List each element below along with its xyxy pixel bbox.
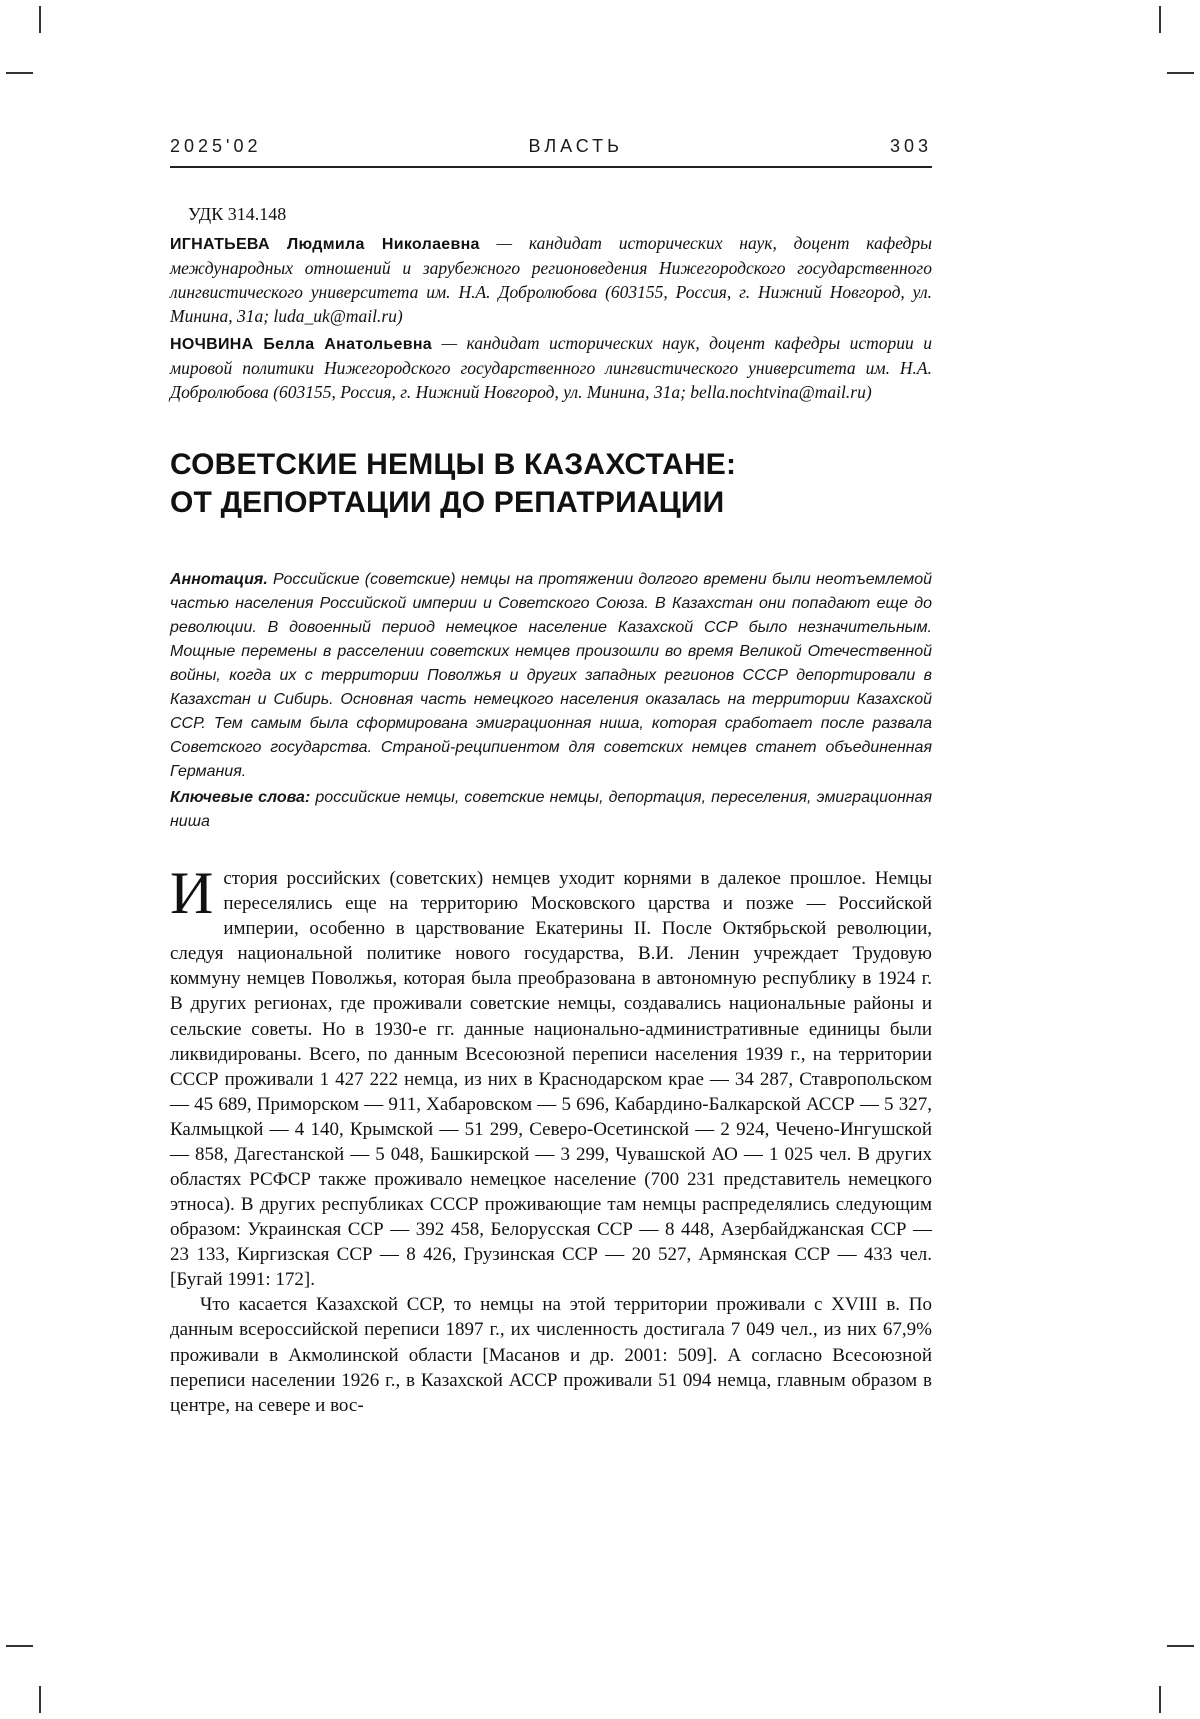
drop-cap: И	[170, 860, 214, 927]
body-paragraph-1	[170, 860, 932, 1292]
author-bio-1: — кандидат исторических наук, доцент кафедры международных отношений и зарубежного регионоведения Нижегородского государственного лингвистического университета им. Н.А. Добролюбова (603155, Россия, г. Нижний Новгород, ул. Минина, 31а; luda_uk@mail.ru)	[170, 233, 932, 327]
abstract-label: Аннотация.	[170, 571, 268, 589]
abstract-text: Российские (советские) немцы на протяжении долгого времени были неотъемлемой частью населения Российской империи и Советского Союза. В Казахстан они попадают еще до революции. В довоенный период немецкое население Казахской ССР было незначительным. Мощные перемены в расселении советских немцев произошли во время Великой Отечественной войны, когда их с территории Поволжья и других западных регионов СССР депортировали в Казахстан и Сибирь. Основная часть немецкого населения оказалась на территории Казахской ССР. Тем самым была сформирована эмиграционная ниша, которая сработает после развала Советского государства. Страной-реципиентом для советских немцев станет объединенная Германия.	[170, 571, 932, 781]
keywords-text: российские немцы, советские немцы, депортация, переселения, эмиграционная ниша	[170, 789, 932, 831]
abstract	[170, 568, 932, 784]
author-name-1: ИГНАТЬЕВА Людмила Николаевна	[170, 236, 480, 253]
crop-mark	[39, 6, 41, 33]
issue-number: 2025'02	[170, 136, 262, 156]
keywords	[170, 786, 932, 834]
author-bio-2: — кандидат исторических наук, доцент кафедры истории и мировой политики Нижегородского государственного лингвистического университета им. Н.А. Добролюбова (603155, Россия, г. Нижний Новгород, ул. Минина, 31а; bella.nochtvina@mail.ru)	[170, 332, 932, 402]
page-number: 303	[889, 136, 932, 156]
keywords-label: Ключевые слова:	[170, 789, 311, 807]
udk-code: УДК 314.148	[188, 204, 287, 224]
author-block-2	[170, 331, 932, 404]
page-content	[170, 136, 932, 1418]
article-title	[170, 446, 932, 522]
body-paragraph-2: Что касается Казахской ССР, то немцы на этой территории проживали с XVIII в. По данным всероссийской переписи 1897 г., их численность достигала 7 049 чел., из них 67,9% проживали в Акмолинской области [Масанов и др. 2001: 509]. А согласно Всесоюзной переписи населении 1926 г., в Казахской АССР проживали 51 094 немца, главным образом в центре, на севере и вос-	[170, 1294, 932, 1416]
article-body	[170, 860, 932, 1418]
author-name-2: НОЧВИНА Белла Анатольевна	[170, 335, 432, 353]
crop-mark	[6, 72, 33, 74]
crop-mark	[1167, 72, 1194, 74]
crop-mark	[1167, 1645, 1194, 1647]
author-block-1	[170, 231, 932, 329]
crop-mark	[1159, 6, 1161, 33]
journal-title: ВЛАСТЬ	[528, 136, 623, 156]
crop-mark	[6, 1645, 33, 1647]
article-title-line-1: СОВЕТСКИЕ НЕМЦЫ В КАЗАХСТАНЕ:	[170, 447, 737, 481]
crop-mark	[1159, 1686, 1161, 1713]
article-title-line-2: ОТ ДЕПОРТАЦИИ ДО РЕПАТРИАЦИИ	[170, 485, 725, 519]
body-paragraph-1-text: стория российских (советских) немцев уходит корнями в далекое прошлое. Немцы переселялись еще на территорию Московского царства и позже — Российской империи, особенно в царствование Екатерины II. После Октябрьской революции, следуя национальной политике нового государства, В.И. Ленин учреждает Трудовую коммуну немцев Поволжья, которая была преобразована в автономную республику в 1924 г. В других регионах, где проживали советские немцы, создавались национальные районы и сельские советы. Но в 1930-е гг. данные национально-административные единицы были ликвидированы. Всего, по данным Всесоюзной переписи населения 1939 г., на территории СССР проживали 1 427 222 немца, из них в Краснодарском крае — 34 287, Ставропольском — 45 689, Приморском — 911, Хабаровском — 5 696, Кабардино-Балкарской АССР — 5 327, Калмыцкой — 4 140, Крымской — 51 299, Северо-Осетинской — 2 924, Чечено-Ингушской — 858, Дагестанской — 5 048, Башкирской — 3 299, Чувашской АО — 1 025 чел. В других областях РСФСР также проживало немецкое население (700 231 представитель немецкого этноса). В других республиках СССР проживающие там немцы распределялись следующим образом: Украинская ССР — 392 458, Белорусская ССР — 8 448, Азербайджанская ССР — 23 133, Киргизская ССР — 8 426, Грузинская ССР — 20 527, Армянская ССР — 433 чел. [Бугай 1991: 172].	[170, 868, 932, 1291]
running-head	[170, 136, 932, 168]
crop-mark	[39, 1686, 41, 1713]
